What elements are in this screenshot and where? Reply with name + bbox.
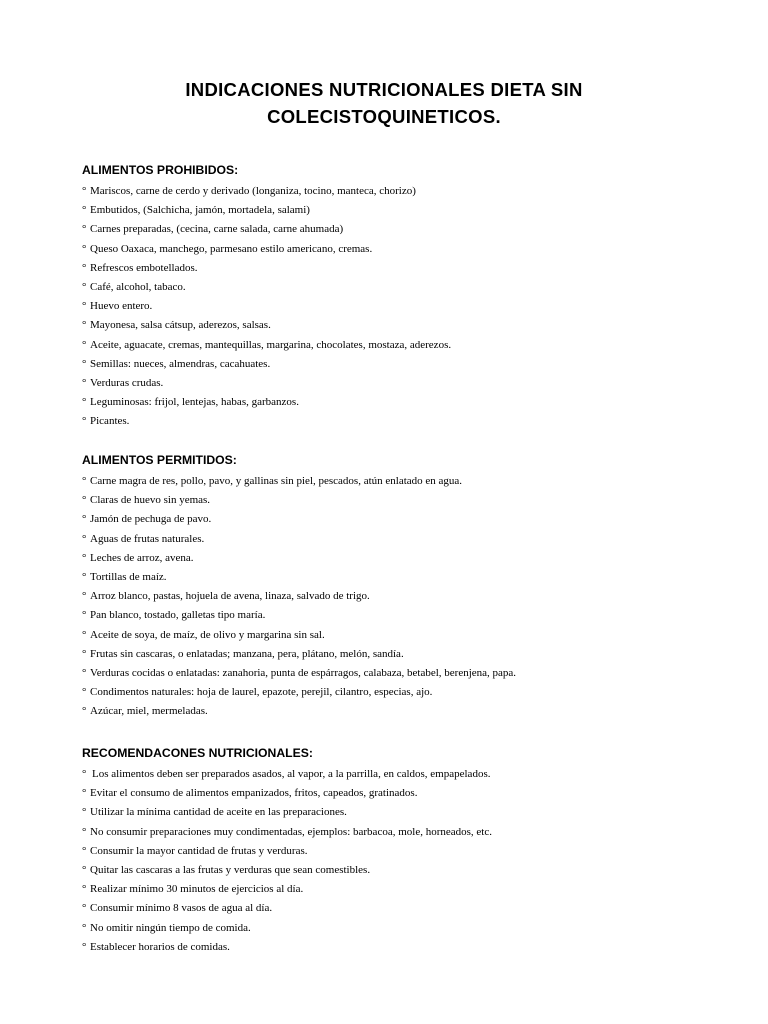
bullet-degree-icon: ° [82,570,87,583]
list-item [82,861,702,880]
list-item-text: Verduras cocidas o enlatadas: zanahoria, punta de espárragos, calabaza, betabel, berenjena, papa. [90,666,517,679]
bullet-degree-icon: ° [82,628,87,641]
bullet-degree-icon: ° [82,204,87,217]
list-item-text: Queso Oaxaca, manchego, parmesano estilo americano, cremas. [90,242,373,255]
list-item [82,374,702,393]
bullet-degree-icon: ° [82,357,87,370]
list-item [82,355,702,374]
bullet-degree-icon: ° [82,883,87,896]
section-alimentos-prohibidos [82,163,702,431]
list-item [82,412,702,431]
bullet-degree-icon: ° [82,319,87,332]
list-item [82,491,702,510]
list-item [82,842,702,861]
section-recomendaciones [82,746,702,957]
bullet-degree-icon: ° [82,921,87,934]
bullet-degree-icon: ° [82,705,87,718]
bullet-degree-icon: ° [82,223,87,236]
list-item-text: Quitar las cascaras a las frutas y verduras que sean comestibles. [90,863,371,876]
list-item-text: Mayonesa, salsa cátsup, aderezos, salsas. [90,319,271,332]
bullet-degree-icon: ° [82,863,87,876]
list-item [82,683,702,702]
list-item [82,606,702,625]
section-heading: RECOMENDACONES NUTRICIONALES: [82,746,313,760]
list-item-text: Realizar mínimo 30 minutos de ejercicios al día. [90,883,304,896]
list-item [82,549,702,568]
list-item [82,259,702,278]
list-item [82,278,702,297]
list-item [82,530,702,549]
bullet-degree-icon: ° [82,806,87,819]
bullet-degree-icon: ° [82,532,87,545]
list-item [82,510,702,529]
list-item-text: Frutas sin cascaras, o enlatadas; manzana, pera, plátano, melón, sandía. [90,647,404,660]
list-item [82,938,702,957]
list-item-text: Los alimentos deben ser preparados asados, al vapor, a la parrilla, en caldos, empapelados. [92,768,491,780]
bullet-degree-icon: ° [82,494,87,507]
document-title [100,76,668,130]
section-heading: ALIMENTOS PROHIBIDOS: [82,163,239,177]
bullet-degree-icon: ° [82,242,87,255]
bullet-degree-icon: ° [82,513,87,526]
list-item-text: Carnes preparadas, (cecina, carne salada, carne ahumada) [90,223,344,236]
list-item-text: Consumir mínimo 8 vasos de agua al día. [90,902,273,915]
list-item [82,568,702,587]
recomendaciones-list [82,765,702,957]
list-item-text: Mariscos, carne de cerdo y derivado (longaniza, tocino, manteca, chorizo) [90,185,416,197]
list-item [82,784,702,803]
list-item [82,765,702,784]
list-item [82,472,702,491]
list-item [82,587,702,606]
list-item-text: Leches de arroz, avena. [90,551,194,564]
list-item [82,220,702,239]
bullet-degree-icon: ° [82,280,87,293]
list-item-text: Picantes. [90,415,130,428]
list-item [82,880,702,899]
list-item [82,336,702,355]
list-item-text: Pan blanco, tostado, galletas tipo maría. [90,609,266,622]
bullet-degree-icon: ° [82,686,87,699]
list-item-text: Refrescos embotellados. [90,261,198,274]
list-item [82,664,702,683]
list-item-text: Verduras crudas. [90,376,164,389]
list-item [82,899,702,918]
list-item-text: Arroz blanco, pastas, hojuela de avena, linaza, salvado de trigo. [90,590,370,603]
permitidos-list [82,472,702,721]
bullet-degree-icon: ° [82,185,87,197]
list-item-text: Aceite de soya, de maíz, de olivo y margarina sin sal. [90,628,325,641]
list-item [82,626,702,645]
bullet-degree-icon: ° [82,415,87,428]
bullet-degree-icon: ° [82,609,87,622]
bullet-degree-icon: ° [82,261,87,274]
list-item-text: Semillas: nueces, almendras, cacahuates. [90,357,271,370]
list-item [82,201,702,220]
bullet-degree-icon: ° [82,940,87,953]
list-item-text: No consumir preparaciones muy condimentadas, ejemplos: barbacoa, mole, horneados, etc. [90,825,492,838]
list-item [82,919,702,938]
bullet-degree-icon: ° [82,844,87,857]
list-item [82,645,702,664]
list-item-text: Embutidos, (Salchicha, jamón, mortadela, salami) [90,204,310,217]
bullet-degree-icon: ° [82,396,87,409]
bullet-degree-icon: ° [82,902,87,915]
list-item-text: Evitar el consumo de alimentos empanizados, fritos, capeados, gratinados. [90,787,418,800]
bullet-degree-icon: ° [82,590,87,603]
list-item-text: Tortillas de maíz. [90,570,167,583]
list-item-text: Aguas de frutas naturales. [90,532,205,545]
section-heading: ALIMENTOS PERMITIDOS: [82,453,237,467]
title-line-1: INDICACIONES NUTRICIONALES DIETA SIN [185,79,583,100]
list-item-text: Consumir la mayor cantidad de frutas y verduras. [90,844,308,857]
bullet-degree-icon: ° [82,666,87,679]
list-item [82,316,702,335]
list-item [82,297,702,316]
prohibidos-list [82,182,702,431]
list-item [82,702,702,721]
title-line-2: COLECISTOQUINETICOS. [267,106,501,127]
list-item-text: Leguminosas: frijol, lentejas, habas, garbanzos. [90,396,299,409]
bullet-degree-icon: ° [82,475,87,487]
list-item-text: Carne magra de res, pollo, pavo, y gallinas sin piel, pescados, atún enlatado en agua. [90,475,463,487]
bullet-degree-icon: ° [82,787,87,800]
list-item-text: Establecer horarios de comidas. [90,940,230,953]
list-item-text: Jamón de pechuga de pavo. [90,513,212,526]
list-item-text: Azúcar, miel, mermeladas. [90,705,208,718]
bullet-degree-icon: ° [82,338,87,351]
list-item [82,393,702,412]
list-item-text: Huevo entero. [90,300,153,313]
bullet-degree-icon: ° [82,551,87,564]
bullet-degree-icon: ° [82,647,87,660]
section-alimentos-permitidos [82,453,702,721]
list-item [82,803,702,822]
list-item-text: Café, alcohol, tabaco. [90,280,186,293]
list-item-text: Condimentos naturales: hoja de laurel, epazote, perejil, cilantro, especias, ajo. [90,686,433,699]
list-item [82,182,702,201]
list-item-text: Aceite, aguacate, cremas, mantequillas, margarina, chocolates, mostaza, aderezos. [90,338,452,351]
list-item-text: Utilizar la mínima cantidad de aceite en las preparaciones. [90,806,347,819]
bullet-degree-icon: ° [82,376,87,389]
list-item-text: No omitir ningún tiempo de comida. [90,921,251,934]
list-item [82,823,702,842]
bullet-degree-icon: ° [82,768,87,780]
list-item [82,240,702,259]
bullet-degree-icon: ° [82,300,87,313]
list-item-text: Claras de huevo sin yemas. [90,494,211,507]
bullet-degree-icon: ° [82,825,87,838]
